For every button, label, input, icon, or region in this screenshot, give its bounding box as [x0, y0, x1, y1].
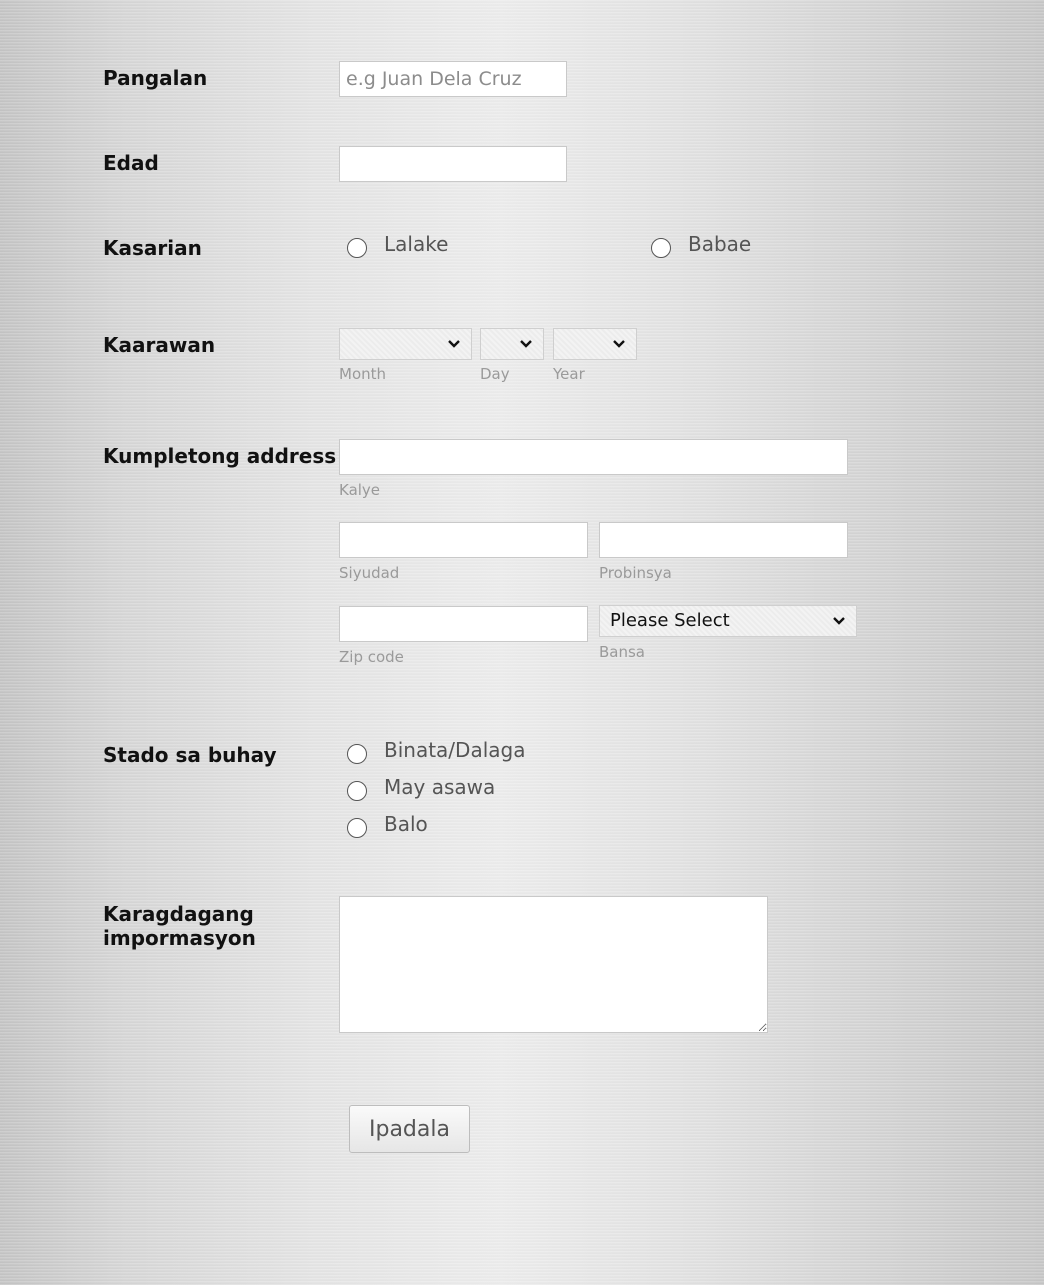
siyudad-input[interactable] — [339, 522, 588, 558]
chevron-down-icon — [447, 337, 461, 351]
kasarian-label: Kasarian — [103, 236, 202, 260]
karagdagang-label-line2: impormasyon — [103, 926, 256, 950]
edad-input[interactable] — [339, 146, 567, 182]
bansa-sublabel: Bansa — [599, 643, 645, 661]
karagdagang-textarea[interactable] — [339, 896, 768, 1033]
submit-button[interactable]: Ipadala — [349, 1105, 470, 1153]
chevron-down-icon — [519, 337, 533, 351]
radio-label-binata-dalaga: Binata/Dalaga — [384, 738, 526, 762]
radio-label-balo: Balo — [384, 812, 428, 836]
day-select[interactable] — [480, 328, 544, 360]
chevron-down-icon — [612, 337, 626, 351]
radio-may-asawa[interactable] — [347, 781, 367, 801]
chevron-down-icon — [832, 614, 846, 628]
month-sublabel: Month — [339, 365, 387, 383]
address-label: Kumpletong address — [103, 444, 337, 468]
radio-label-may-asawa: May asawa — [384, 775, 496, 799]
zip-input[interactable] — [339, 606, 588, 642]
month-select[interactable] — [339, 328, 472, 360]
bansa-select[interactable] — [599, 605, 857, 637]
kalye-sublabel: Kalye — [339, 481, 381, 499]
karagdagang-label-line1: Karagdagang — [103, 902, 254, 926]
siyudad-sublabel: Siyudad — [339, 564, 400, 582]
probinsya-sublabel: Probinsya — [599, 564, 672, 582]
stado-label: Stado sa buhay — [103, 743, 277, 767]
bansa-selected-value: Please Select — [610, 610, 730, 631]
zip-sublabel: Zip code — [339, 648, 404, 666]
kaarawan-label: Kaarawan — [103, 333, 216, 357]
pangalan-label: Pangalan — [103, 66, 208, 90]
kalye-input[interactable] — [339, 439, 848, 475]
day-sublabel: Day — [480, 365, 510, 383]
radio-label-lalake: Lalake — [384, 232, 449, 256]
radio-lalake[interactable] — [347, 238, 367, 258]
year-sublabel: Year — [553, 365, 585, 383]
year-select[interactable] — [553, 328, 637, 360]
radio-label-babae: Babae — [688, 232, 752, 256]
radio-binata-dalaga[interactable] — [347, 744, 367, 764]
pangalan-input[interactable] — [339, 61, 567, 97]
radio-balo[interactable] — [347, 818, 367, 838]
edad-label: Edad — [103, 151, 159, 175]
radio-babae[interactable] — [651, 238, 671, 258]
probinsya-input[interactable] — [599, 522, 848, 558]
